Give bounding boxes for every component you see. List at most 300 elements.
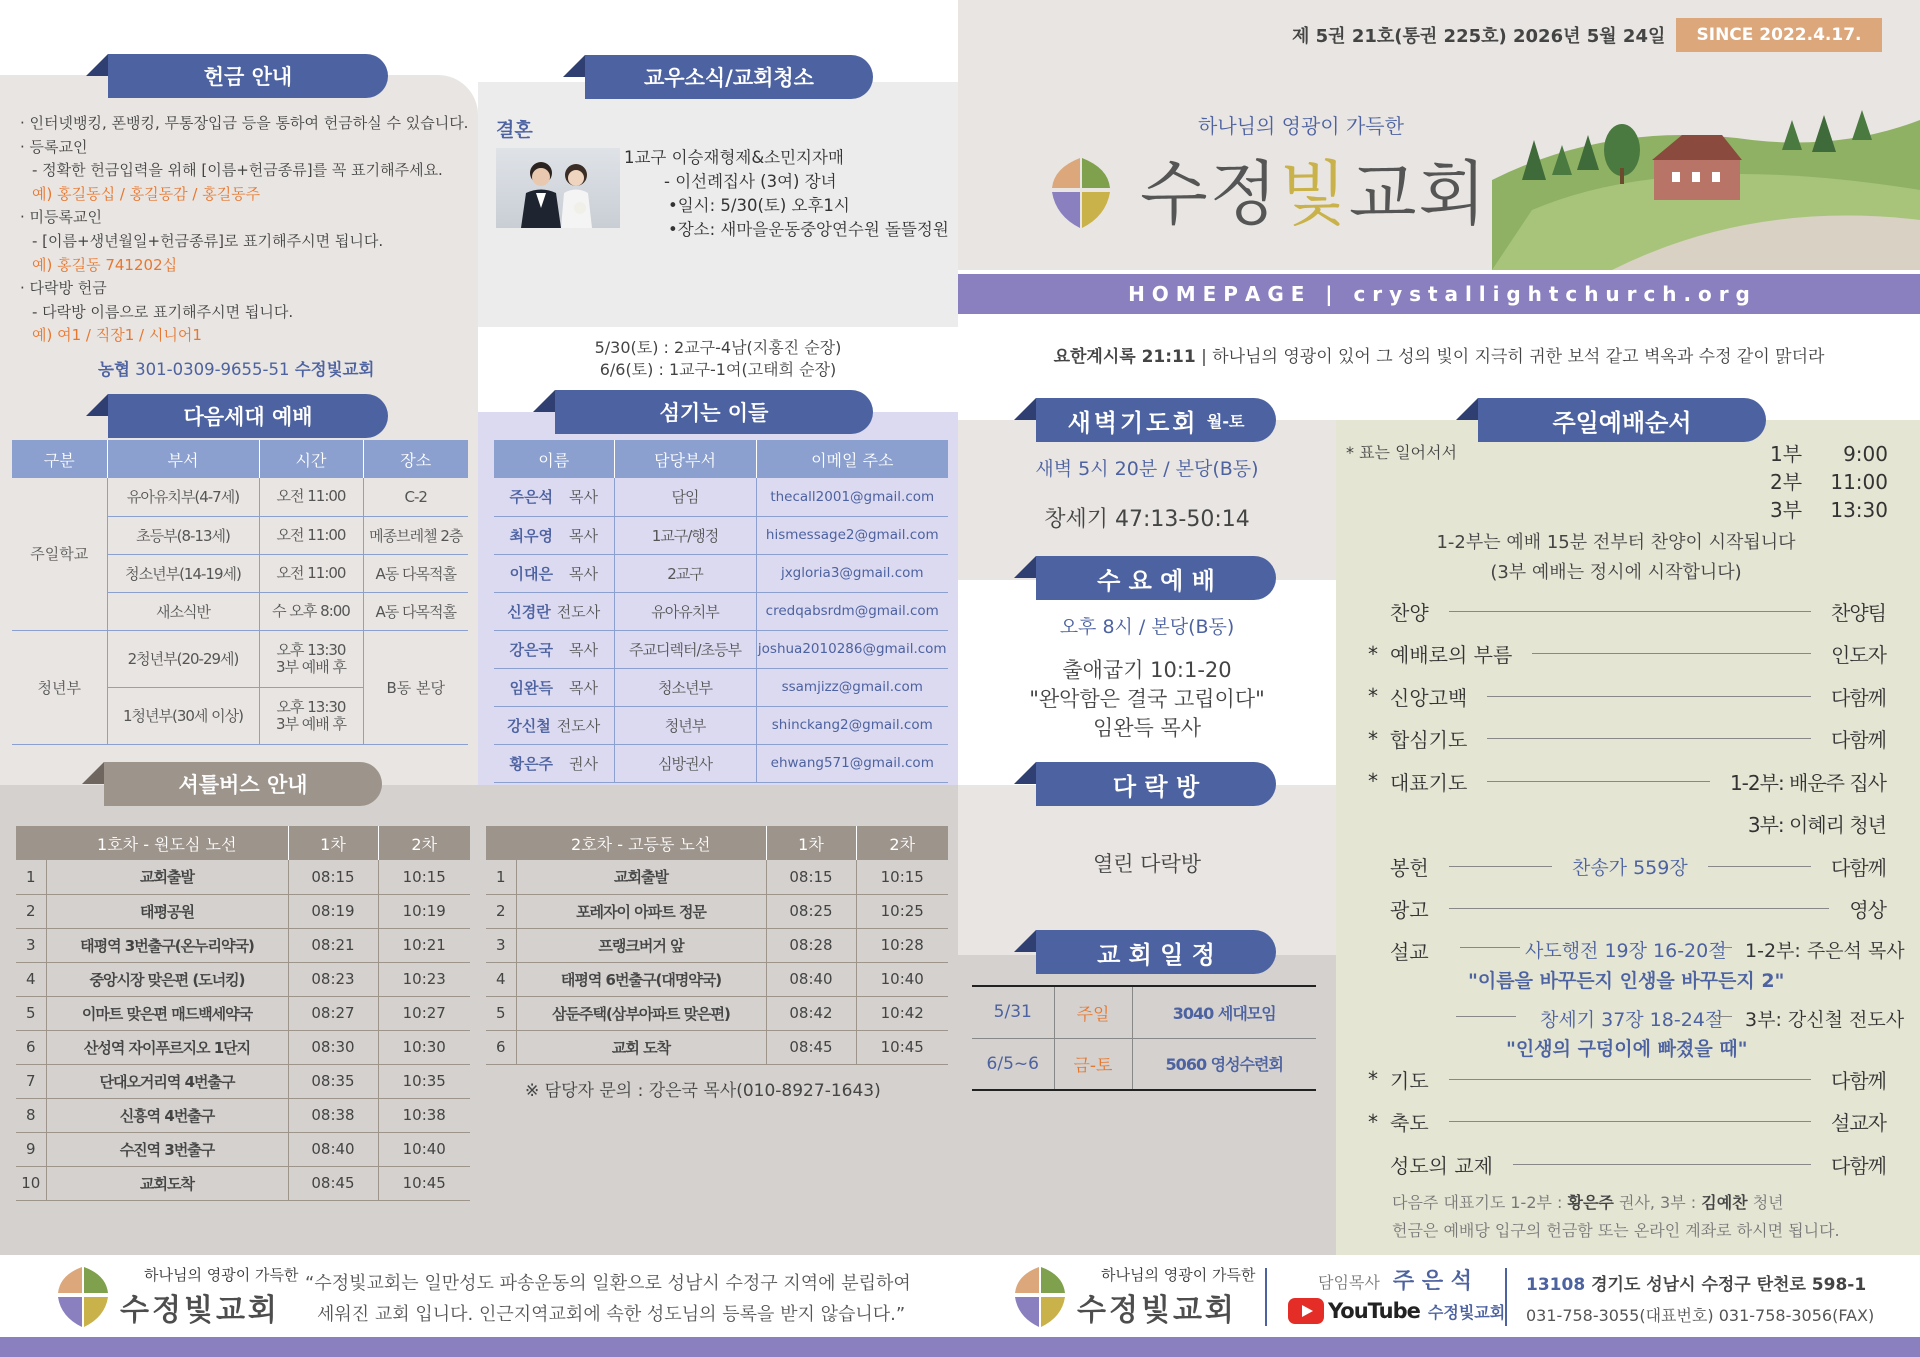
footer-logo-name: 수정빛교회 xyxy=(1077,1293,1237,1328)
footer-divider-2 xyxy=(1505,1268,1507,1326)
stop-name: 신흥역 4번출구 xyxy=(46,1098,288,1132)
footer-quote-line: 세워진 교회 입니다. 인근지역교회에 속한 성도님의 등록을 받지 않습니다.” xyxy=(317,1304,906,1325)
order-item xyxy=(1356,1101,1886,1144)
order-item xyxy=(1356,1143,1886,1186)
shuttle-row xyxy=(16,962,470,996)
sermon1-line xyxy=(1460,947,1520,948)
stop-time: 10:25 xyxy=(856,894,948,928)
shuttle-row xyxy=(486,962,948,996)
bus2-header: 1차 xyxy=(766,826,856,860)
offering-line: · 다락방 헌금 xyxy=(20,279,107,298)
servant-name-cell xyxy=(494,668,614,706)
service-time xyxy=(1770,440,1888,468)
footer-logo-right xyxy=(1015,1264,1255,1329)
stop-time: 08:21 xyxy=(288,928,378,962)
schedule-event: 5060 영성수련회 xyxy=(1132,1038,1316,1090)
footer-logo-sub: 하나님의 영광이 가득한 xyxy=(144,1266,299,1284)
stop-time: 10:23 xyxy=(378,962,470,996)
nextgen-dept: 유아유치부(4-7세) xyxy=(107,478,259,516)
order-star: * xyxy=(1368,1067,1378,1092)
sermon2-line xyxy=(1456,1016,1516,1017)
stop-name: 교회 도착 xyxy=(516,1030,766,1064)
nextgen-header: 시간 xyxy=(259,440,363,478)
bus1-header: 2차 xyxy=(378,826,470,860)
order-leader-line xyxy=(1449,611,1811,612)
order-item xyxy=(1356,760,1886,803)
nextgen-time: 오후 13:30 3부 예배 후 xyxy=(259,687,363,744)
schedule-date: 5/31 xyxy=(972,986,1054,1038)
stop-time: 08:25 xyxy=(766,894,856,928)
sermon1-title: "이름을 바꾸든지 인생을 바꾸든지 2" xyxy=(1468,970,1785,992)
servants-title: 섬기는 이들 xyxy=(555,390,873,434)
shuttle-row xyxy=(16,996,470,1030)
servant-name: 최우영 xyxy=(509,526,553,545)
servant-email[interactable]: ehwang571@gmail.com xyxy=(756,744,948,782)
stop-index: 1 xyxy=(16,860,46,894)
stop-time: 08:23 xyxy=(288,962,378,996)
offering-line: · 등록교인 xyxy=(20,137,88,156)
servants-header: 담당부서 xyxy=(614,440,756,478)
verse-text: | 하나님의 영광이 있어 그 성의 빛이 지극히 귀한 보석 같고 벽옥과 수정 같이 맑더라 xyxy=(1195,347,1825,367)
nextgen-time: 오전 11:00 xyxy=(259,554,363,592)
nextgen-time: 오전 11:00 xyxy=(259,516,363,554)
service-part: 1부 xyxy=(1770,442,1803,466)
order-name: 봉헌 xyxy=(1390,855,1429,880)
stop-name: 산성역 자이푸르지오 1단지 xyxy=(46,1030,288,1064)
stop-index: 2 xyxy=(16,894,46,928)
shuttle-row xyxy=(486,928,948,962)
offering-line: - [이름+생년월일+헌금종류]로 표기해주시면 됩니다. xyxy=(32,231,384,250)
verse xyxy=(958,342,1920,367)
servant-name-cell xyxy=(494,592,614,630)
nextgen-place: A동 다목적홀 xyxy=(363,592,468,630)
bus2-header: 2차 xyxy=(856,826,948,860)
servant-email[interactable]: credqabsrdm@gmail.com xyxy=(756,592,948,630)
church-subtitle: 하나님의 영광이 가득한 xyxy=(1198,114,1404,138)
praise-note-line: (3부 예배는 정시에 시작합니다) xyxy=(1490,562,1742,583)
phone: 031-758-3055(대표번호) 031-758-3056(FAX) xyxy=(1526,1306,1875,1325)
servant-dept: 담임 xyxy=(614,478,756,516)
order-leader-line xyxy=(1487,781,1710,782)
wedding-place: •장소: 새마을운동중앙연수원 돌뜰정원 xyxy=(668,220,949,239)
stop-index: 4 xyxy=(486,962,516,996)
next-prayer-mid: 권사, 3부 : xyxy=(1613,1193,1702,1212)
stop-name: 태평공원 xyxy=(46,894,288,928)
cross-logo-icon xyxy=(1015,1267,1065,1327)
order-name: 합심기도 xyxy=(1390,728,1468,753)
order-who: 3부: 이혜리 청년 xyxy=(1747,813,1886,838)
servant-role: 목사 xyxy=(569,488,598,507)
stop-time: 08:15 xyxy=(288,860,378,894)
wed-title: 수 요 예 배 xyxy=(1036,556,1276,600)
stop-name: 교회출발 xyxy=(46,860,288,894)
bus1-header: 1차 xyxy=(288,826,378,860)
schedule-day: 금-토 xyxy=(1054,1038,1132,1090)
order-item xyxy=(1356,590,1886,633)
service-clock: 11:00 xyxy=(1830,470,1888,494)
schedule-row xyxy=(972,986,1316,1038)
servant-email[interactable]: hismessage2@gmail.com xyxy=(756,516,948,554)
servant-name-cell xyxy=(494,554,614,592)
footer-logo-left xyxy=(58,1264,298,1329)
shuttle-row xyxy=(16,1098,470,1132)
sermon2-who: 3부: 강신철 전도사 xyxy=(1745,1009,1905,1031)
stop-name: 단대오거리역 4번출구 xyxy=(46,1064,288,1098)
offering-line: · 인터넷뱅킹, 폰뱅킹, 무통장입금 등을 통하여 헌금하실 수 있습니다. xyxy=(20,114,469,132)
next-prayer-end: 청년 xyxy=(1747,1193,1784,1212)
stop-index: 9 xyxy=(16,1132,46,1166)
order-name: 대표기도 xyxy=(1390,770,1468,795)
praise-note-line: 1-2부는 예배 15분 전부터 찬양이 시작됩니다 xyxy=(1436,532,1796,553)
service-clock: 13:30 xyxy=(1830,498,1888,522)
order-item xyxy=(1356,888,1886,931)
servant-email[interactable]: jxgloria3@gmail.com xyxy=(756,554,948,592)
order-who: 다함께 xyxy=(1831,1153,1886,1178)
standing-note: * 표는 일어서서 xyxy=(1346,443,1457,462)
nextgen-dept: 새소식반 xyxy=(107,592,259,630)
schedule-table xyxy=(972,985,1316,1091)
next-prayer-name: 황은주 xyxy=(1567,1193,1614,1212)
nextgen-place: 메종브레첼 2층 xyxy=(363,516,468,554)
offering-line: - 다락방 이름으로 표기해주시면 됩니다. xyxy=(32,302,294,321)
church-name-part: 수정 xyxy=(1140,153,1280,235)
pastor-info xyxy=(1318,1264,1472,1295)
order-item xyxy=(1356,803,1886,846)
order-who: 다함께 xyxy=(1831,728,1886,753)
stop-time: 10:19 xyxy=(378,894,470,928)
pastor-name: 주 은 석 xyxy=(1392,1269,1472,1294)
stop-time: 10:28 xyxy=(856,928,948,962)
schedule-title: 교 회 일 정 xyxy=(1036,930,1276,974)
nextgen-group: 청년부 xyxy=(12,630,107,744)
servant-role: 권사 xyxy=(569,754,598,773)
servant-role: 전도사 xyxy=(556,716,601,735)
shuttle-table-bus1 xyxy=(16,826,470,1201)
stop-time: 08:35 xyxy=(288,1064,378,1098)
order-leader-line xyxy=(1487,696,1811,697)
order-who: 다함께 xyxy=(1831,1068,1886,1093)
youtube-link[interactable] xyxy=(1288,1298,1505,1324)
stop-time: 10:15 xyxy=(856,860,948,894)
stop-name: 포레자이 아파트 정문 xyxy=(516,894,766,928)
homepage-bar[interactable]: H O M E P A G E | c r y s t a l l i g h t c h u r c h . o r g xyxy=(958,274,1920,314)
landscape-illustration xyxy=(1492,80,1920,274)
offering-note: 헌금은 예배당 입구의 헌금함 또는 온라인 계좌로 하시면 됩니다. xyxy=(1392,1221,1840,1240)
order-name: 찬양 xyxy=(1390,600,1429,625)
shuttle-row xyxy=(486,860,948,894)
nextgen-time: 수 오후 8:00 xyxy=(259,592,363,630)
couple-parent: - 이선례집사 (3여) 장녀 xyxy=(664,172,837,191)
order-who: 영상 xyxy=(1849,898,1886,923)
stop-index: 2 xyxy=(486,894,516,928)
order-items-2 xyxy=(1356,1058,1886,1186)
bank-name: 농협 xyxy=(98,360,130,379)
order-who: 찬양팀 xyxy=(1831,600,1886,625)
sermon1-dash xyxy=(1718,947,1732,948)
dawn-title-text: 새벽기도회 xyxy=(1067,408,1199,437)
stop-index: 5 xyxy=(16,996,46,1030)
stop-time: 10:45 xyxy=(856,1030,948,1064)
order-name: 예배로의 부름 xyxy=(1390,643,1513,668)
order-item xyxy=(1356,675,1886,718)
sermon2-dash xyxy=(1718,1016,1732,1017)
order-who: 다함께 xyxy=(1831,855,1886,880)
service-part: 2부 xyxy=(1770,470,1803,494)
servant-name-cell xyxy=(494,516,614,554)
stop-time: 10:30 xyxy=(378,1030,470,1064)
nextgen-title: 다음세대 예배 xyxy=(108,394,388,438)
servant-name-cell xyxy=(494,706,614,744)
order-item xyxy=(1356,1058,1886,1101)
shuttle-row xyxy=(16,1132,470,1166)
servant-name: 황은주 xyxy=(509,754,553,773)
order-star: * xyxy=(1368,726,1378,751)
order-who: 1-2부: 배운주 집사 xyxy=(1729,770,1886,795)
stop-time: 08:27 xyxy=(288,996,378,1030)
servant-name: 이대은 xyxy=(509,564,553,583)
order-star: * xyxy=(1368,641,1378,666)
nextgen-group: 주일학교 xyxy=(12,478,107,630)
wedding-couple-image xyxy=(496,148,620,228)
cleaning-item: 5/30(토) : 2교구-4남(지홍진 순장) xyxy=(594,338,842,357)
nextgen-dept: 초등부(8-13세) xyxy=(107,516,259,554)
servant-name: 임완득 xyxy=(509,678,553,697)
servant-dept: 주교디렉터/초등부 xyxy=(614,630,756,668)
cleaning-schedule xyxy=(478,337,958,381)
stop-time: 10:27 xyxy=(378,996,470,1030)
hill-house-illustration xyxy=(1492,80,1920,270)
offering-line: 예) 여1 / 직장1 / 시니어1 xyxy=(32,326,202,345)
wed-time: 오후 8시 / 본당(B동) xyxy=(1059,616,1235,638)
schedule-day: 주일 xyxy=(1054,986,1132,1038)
church-name-light: 빛 xyxy=(1279,153,1349,235)
order-items xyxy=(1356,590,1886,930)
stop-time: 10:42 xyxy=(856,996,948,1030)
servant-dept: 유아유치부 xyxy=(614,592,756,630)
stop-index: 1 xyxy=(486,860,516,894)
servant-row xyxy=(494,706,948,744)
nextgen-table xyxy=(12,440,468,745)
schedule-event: 3040 세대모임 xyxy=(1132,986,1316,1038)
order-leader-line xyxy=(1449,1079,1811,1080)
servant-email[interactable]: ssamjizz@gmail.com xyxy=(756,668,948,706)
service-time xyxy=(1770,468,1888,496)
cleaning-item: 6/6(토) : 1교구-1여(고태희 순장) xyxy=(599,360,837,379)
offering-line: - 정확한 헌금입력을 위해 [이름+헌금종류]를 꼭 표기해주세요. xyxy=(32,161,443,180)
dawn-days: 월-토 xyxy=(1206,411,1245,431)
nextgen-time: 오전 11:00 xyxy=(259,478,363,516)
footer-quote-line: “수정빛교회는 일만성도 파송운동의 일환으로 성남시 수정구 지역에 분립하여 xyxy=(305,1273,911,1294)
dawn-title xyxy=(1036,398,1276,442)
servant-row xyxy=(494,478,948,516)
order-star: * xyxy=(1368,684,1378,709)
shuttle-row xyxy=(486,894,948,928)
address-info xyxy=(1526,1270,1874,1326)
stop-name: 수진역 3번출구 xyxy=(46,1132,288,1166)
order-leader-line xyxy=(1532,653,1811,654)
next-prayer-name: 김예찬 xyxy=(1701,1193,1748,1212)
bus1-index-header xyxy=(16,826,46,860)
nextgen-dept: 1청년부(30세 이상) xyxy=(107,687,259,744)
offering-account xyxy=(98,356,374,380)
stop-index: 7 xyxy=(16,1064,46,1098)
shuttle-row xyxy=(16,928,470,962)
verse-reference: 요한계시록 21:11 xyxy=(1053,347,1196,367)
nextgen-place: C-2 xyxy=(363,478,468,516)
shuttle-row xyxy=(16,1064,470,1098)
shuttle-row xyxy=(486,996,948,1030)
stop-time: 10:40 xyxy=(378,1132,470,1166)
servant-name: 신경란 xyxy=(507,602,551,621)
stop-time: 10:15 xyxy=(378,860,470,894)
servant-row xyxy=(494,668,948,706)
wed-preacher: 임완득 목사 xyxy=(1092,716,1202,740)
servant-name-cell xyxy=(494,478,614,516)
servant-role: 목사 xyxy=(569,526,598,545)
stop-time: 08:42 xyxy=(766,996,856,1030)
wedding-date: •일시: 5/30(토) 오후1시 xyxy=(668,196,850,215)
servant-row xyxy=(494,554,948,592)
stop-index: 6 xyxy=(486,1030,516,1064)
offering-line: 예) 홍길동 741202십 xyxy=(32,255,178,274)
sermon1-who: 1-2부: 주은석 목사 xyxy=(1745,940,1905,962)
servants-table xyxy=(494,440,948,783)
nextgen-dept: 청소년부(14-19세) xyxy=(107,554,259,592)
nextgen-header: 장소 xyxy=(363,440,468,478)
servant-role: 목사 xyxy=(569,678,598,697)
wed-passage: 출애굽기 10:1-20 xyxy=(1062,658,1232,682)
order-mid: 찬송가 559장 xyxy=(1571,856,1688,879)
stop-name: 이마트 맞은편 매드백세약국 xyxy=(46,996,288,1030)
stop-name: 태평역 3번출구(온누리약국) xyxy=(46,928,288,962)
offering-line: 예) 홍길동십 / 홍길동감 / 홍길동주 xyxy=(32,184,261,203)
order-name: 성도의 교제 xyxy=(1390,1153,1493,1178)
stop-time: 08:45 xyxy=(766,1030,856,1064)
sermon2-title: "인생의 구덩이에 빠졌을 때" xyxy=(1506,1038,1748,1060)
shuttle-table-bus2 xyxy=(486,826,948,1065)
account-number: 301-0309-9655-51 xyxy=(135,360,290,379)
stop-name: 교회도착 xyxy=(46,1166,288,1200)
stop-time: 08:38 xyxy=(288,1098,378,1132)
servant-row xyxy=(494,630,948,668)
next-prayer xyxy=(1392,1190,1784,1213)
darakbang-title: 다 락 방 xyxy=(1036,762,1276,806)
order-item xyxy=(1356,845,1886,888)
schedule-date: 6/5~6 xyxy=(986,1053,1039,1074)
cross-logo-icon xyxy=(1052,158,1110,228)
couple-names: 1교구 이승재형제&소민지자매 xyxy=(624,148,844,167)
servant-dept: 1교구/행정 xyxy=(614,516,756,554)
nextgen-row xyxy=(12,630,468,687)
shuttle-title: 셔틀버스 안내 xyxy=(104,762,382,806)
stop-name: 태평역 6번출구(대명약국) xyxy=(516,962,766,996)
dawn-passage: 창세기 47:13-50:14 xyxy=(1044,507,1250,532)
stop-time: 08:15 xyxy=(766,860,856,894)
next-prayer-label: 다음주 대표기도 1-2부 : xyxy=(1392,1193,1568,1212)
shuttle-row xyxy=(16,860,470,894)
stop-index: 3 xyxy=(16,928,46,962)
footer-logo-name: 수정빛교회 xyxy=(120,1293,280,1328)
stop-time: 08:19 xyxy=(288,894,378,928)
stop-time: 08:30 xyxy=(288,1030,378,1064)
news-details xyxy=(624,146,949,242)
sermon-label: 설교 xyxy=(1390,940,1429,964)
servant-name-cell xyxy=(494,630,614,668)
servant-name: 강은국 xyxy=(509,640,553,659)
servant-name: 주은석 xyxy=(509,488,553,507)
order-leader-line xyxy=(1449,1121,1811,1122)
servant-email[interactable]: thecall2001@gmail.com xyxy=(756,478,948,516)
stop-time: 10:21 xyxy=(378,928,470,962)
address: 경기도 성남시 수정구 탄천로 598-1 xyxy=(1585,1275,1867,1295)
bus2-index-header xyxy=(486,826,516,860)
stop-time: 10:40 xyxy=(856,962,948,996)
offering-line: · 미등록교인 xyxy=(20,208,102,227)
church-name-part: 교회 xyxy=(1348,153,1489,235)
stop-index: 4 xyxy=(16,962,46,996)
order-who: 인도자 xyxy=(1831,643,1886,668)
youtube-icon xyxy=(1288,1298,1324,1324)
offering-lines xyxy=(20,112,470,348)
stop-index: 10 xyxy=(16,1166,46,1200)
order-leader-line xyxy=(1449,908,1830,909)
nextgen-time: 오후 13:30 3부 예배 후 xyxy=(259,630,363,687)
stop-time: 08:28 xyxy=(766,928,856,962)
wed-sermon-title: "완악함은 결국 고립이다" xyxy=(1029,687,1265,711)
stop-index: 8 xyxy=(16,1098,46,1132)
nextgen-header: 부서 xyxy=(107,440,259,478)
shuttle-row xyxy=(16,1166,470,1200)
cross-logo-icon xyxy=(58,1267,108,1327)
order-leader-line xyxy=(1487,738,1811,739)
church-logo-icon xyxy=(1052,158,1110,232)
order-star: * xyxy=(1368,769,1378,794)
servant-role: 전도사 xyxy=(556,602,601,621)
account-owner: 수정빛교회 xyxy=(294,360,375,379)
servant-email[interactable]: shinckang2@gmail.com xyxy=(756,706,948,744)
nextgen-place: B동 본당 xyxy=(363,630,468,744)
since-badge: SINCE 2022.4.17. xyxy=(1676,18,1882,52)
stop-time: 08:40 xyxy=(766,962,856,996)
shuttle-row xyxy=(16,1030,470,1064)
order-name: 기도 xyxy=(1390,1068,1429,1093)
praise-note xyxy=(1336,528,1896,588)
servant-row xyxy=(494,516,948,554)
servant-dept: 청소년부 xyxy=(614,668,756,706)
servant-email[interactable]: joshua2010286@gmail.com xyxy=(756,630,948,668)
order-leader-line xyxy=(1449,866,1552,867)
stop-index: 3 xyxy=(486,928,516,962)
offering-title: 헌금 안내 xyxy=(108,54,388,98)
stop-time: 10:45 xyxy=(378,1166,470,1200)
stop-name: 중앙시장 맞은편 (도너킹) xyxy=(46,962,288,996)
nextgen-dept: 2청년부(20-29세) xyxy=(107,630,259,687)
servant-role: 목사 xyxy=(569,640,598,659)
footer-quote xyxy=(305,1268,911,1330)
service-clock: 9:00 xyxy=(1843,442,1888,466)
stop-index: 5 xyxy=(486,996,516,1030)
news-title: 교우소식/교회청소 xyxy=(585,55,873,99)
sermon2-ref: 창세기 37장 18-24절 xyxy=(1540,1009,1724,1031)
footer-bar xyxy=(0,1337,1920,1357)
wed-sermon xyxy=(958,656,1336,743)
stop-time: 08:45 xyxy=(288,1166,378,1200)
nextgen-place: A동 다목적홀 xyxy=(363,554,468,592)
servant-dept: 청년부 xyxy=(614,706,756,744)
servant-dept: 2교구 xyxy=(614,554,756,592)
service-part: 3부 xyxy=(1770,498,1803,522)
order-name: 축도 xyxy=(1390,1111,1429,1136)
